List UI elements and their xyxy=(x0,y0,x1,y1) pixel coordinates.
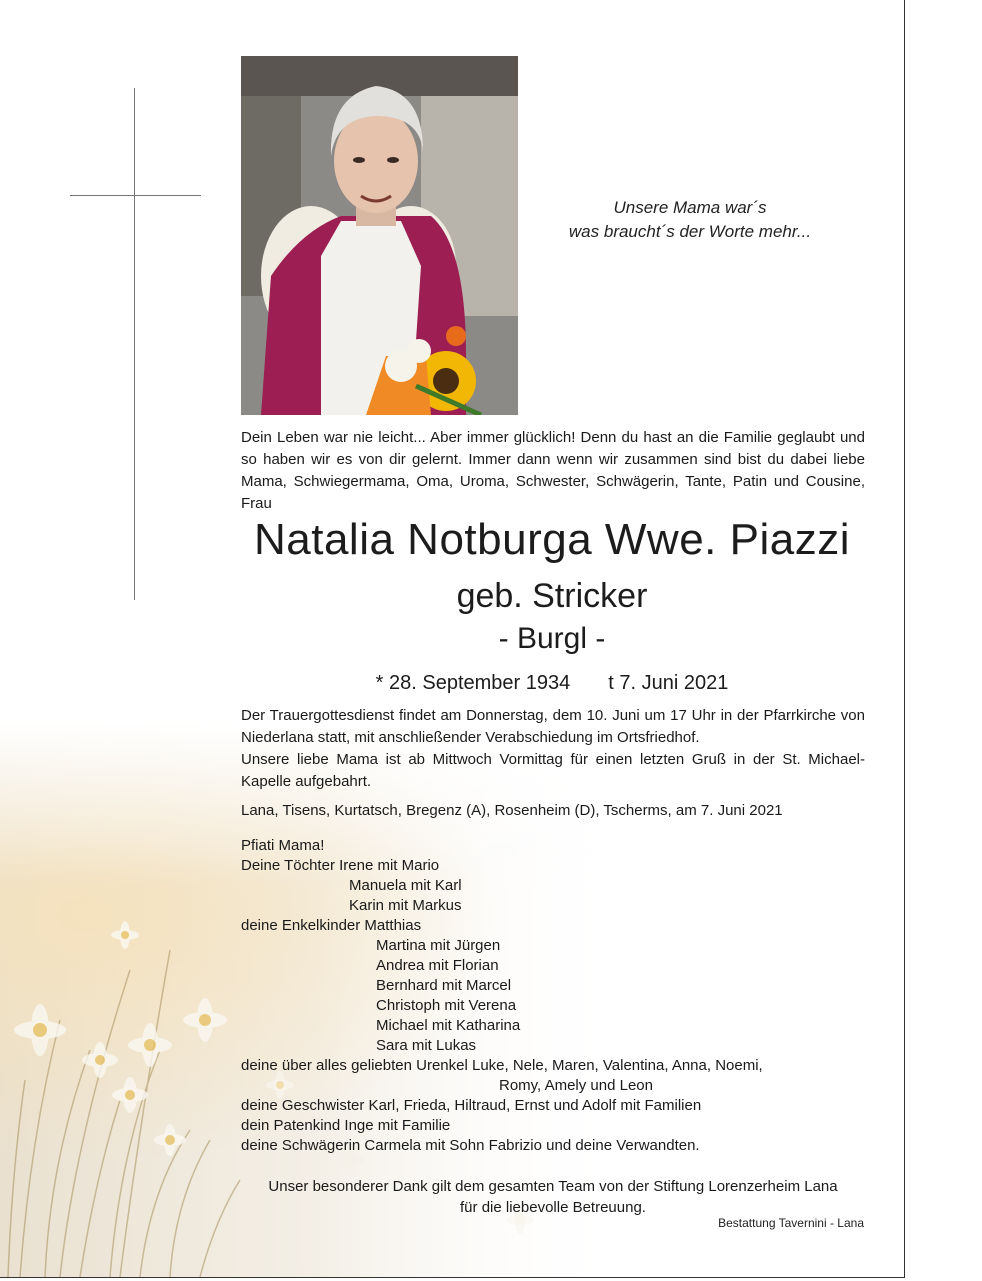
cross-horizontal-line xyxy=(70,195,201,196)
family-line: Karin mit Markus xyxy=(349,897,462,914)
birth-name: geb. Stricker xyxy=(456,577,648,615)
thanks-line-1: Unser besonderer Dank gilt dem gesamten Team von der Stiftung Lorenzerheim Lana xyxy=(268,1178,838,1195)
birth-date: * 28. September 1934 xyxy=(375,672,571,694)
greeting: Pfiati Mama! xyxy=(241,837,325,854)
family-line: deine über alles geliebten Urenkel Luke, Nele, Maren, Valentina, Anna, Noemi, xyxy=(241,1057,763,1074)
death-date: t 7. Juni 2021 xyxy=(608,672,729,694)
family-line: Andrea mit Florian xyxy=(376,957,499,974)
family-line: Manuela mit Karl xyxy=(349,877,462,894)
family-line: deine Enkelkinder Matthias xyxy=(241,917,422,934)
family-line: deine Schwägerin Carmela mit Sohn Fabrizio und deine Verwandten. xyxy=(241,1137,700,1154)
deceased-name: Natalia Notburga Wwe. Piazzi xyxy=(253,515,850,564)
family-line: deine Geschwister Karl, Frieda, Hiltraud, Ernst und Adolf mit Familien xyxy=(241,1097,702,1114)
motto-line-2: was braucht´s der Worte mehr... xyxy=(568,222,812,241)
service-paragraph-1: Der Trauergottesdienst findet am Donnerstag, dem 10. Juni um 17 Uhr in der Pfarrkirche von Niederlana statt, mit anschließender Verabschiedung im Ortsfriedhof. xyxy=(241,707,865,746)
family-list xyxy=(241,836,865,1156)
family-line: dein Patenkind Inge mit Familie xyxy=(241,1117,451,1134)
thanks-line-2: für die liebevolle Betreuung. xyxy=(460,1199,646,1216)
places-and-date: Lana, Tisens, Kurtatsch, Bregenz (A), Rosenheim (D), Tscherms, am 7. Juni 2021 xyxy=(241,802,783,819)
family-line: Deine Töchter Irene mit Mario xyxy=(241,857,440,874)
family-line: Romy, Amely und Leon xyxy=(499,1077,653,1094)
life-dates xyxy=(200,668,904,698)
motto xyxy=(540,196,840,244)
family-line: Martina mit Jürgen xyxy=(376,937,501,954)
thanks-note xyxy=(241,1176,865,1218)
cross-vertical-line xyxy=(134,88,135,600)
portrait-photo xyxy=(241,56,518,415)
family-line: Sara mit Lukas xyxy=(376,1037,477,1054)
service-info xyxy=(241,705,865,793)
family-line: Christoph mit Verena xyxy=(376,997,517,1014)
family-line: Bernhard mit Marcel xyxy=(376,977,512,994)
family-line: Michael mit Katharina xyxy=(376,1017,521,1034)
intro-text: Dein Leben war nie leicht... Aber immer glücklich! Denn du hast an die Familie geglaubt und so haben wir es von dir gelernt. Immer dann wenn wir zusammen sind bist du dabei liebe Mama, Schwiegermama, Oma, Uroma, Schwester, Schwägerin, Tante, Patin und Cousine, Frau xyxy=(241,429,865,512)
motto-line-1: Unsere Mama war´s xyxy=(613,198,767,217)
service-paragraph-2: Unsere liebe Mama ist ab Mittwoch Vormittag für einen letzten Gruß in der St. Michael-Kapelle aufgebahrt. xyxy=(241,751,865,790)
nickname: - Burgl - xyxy=(498,622,606,655)
undertaker-credit: Bestattung Tavernini - Lana xyxy=(718,1216,864,1230)
